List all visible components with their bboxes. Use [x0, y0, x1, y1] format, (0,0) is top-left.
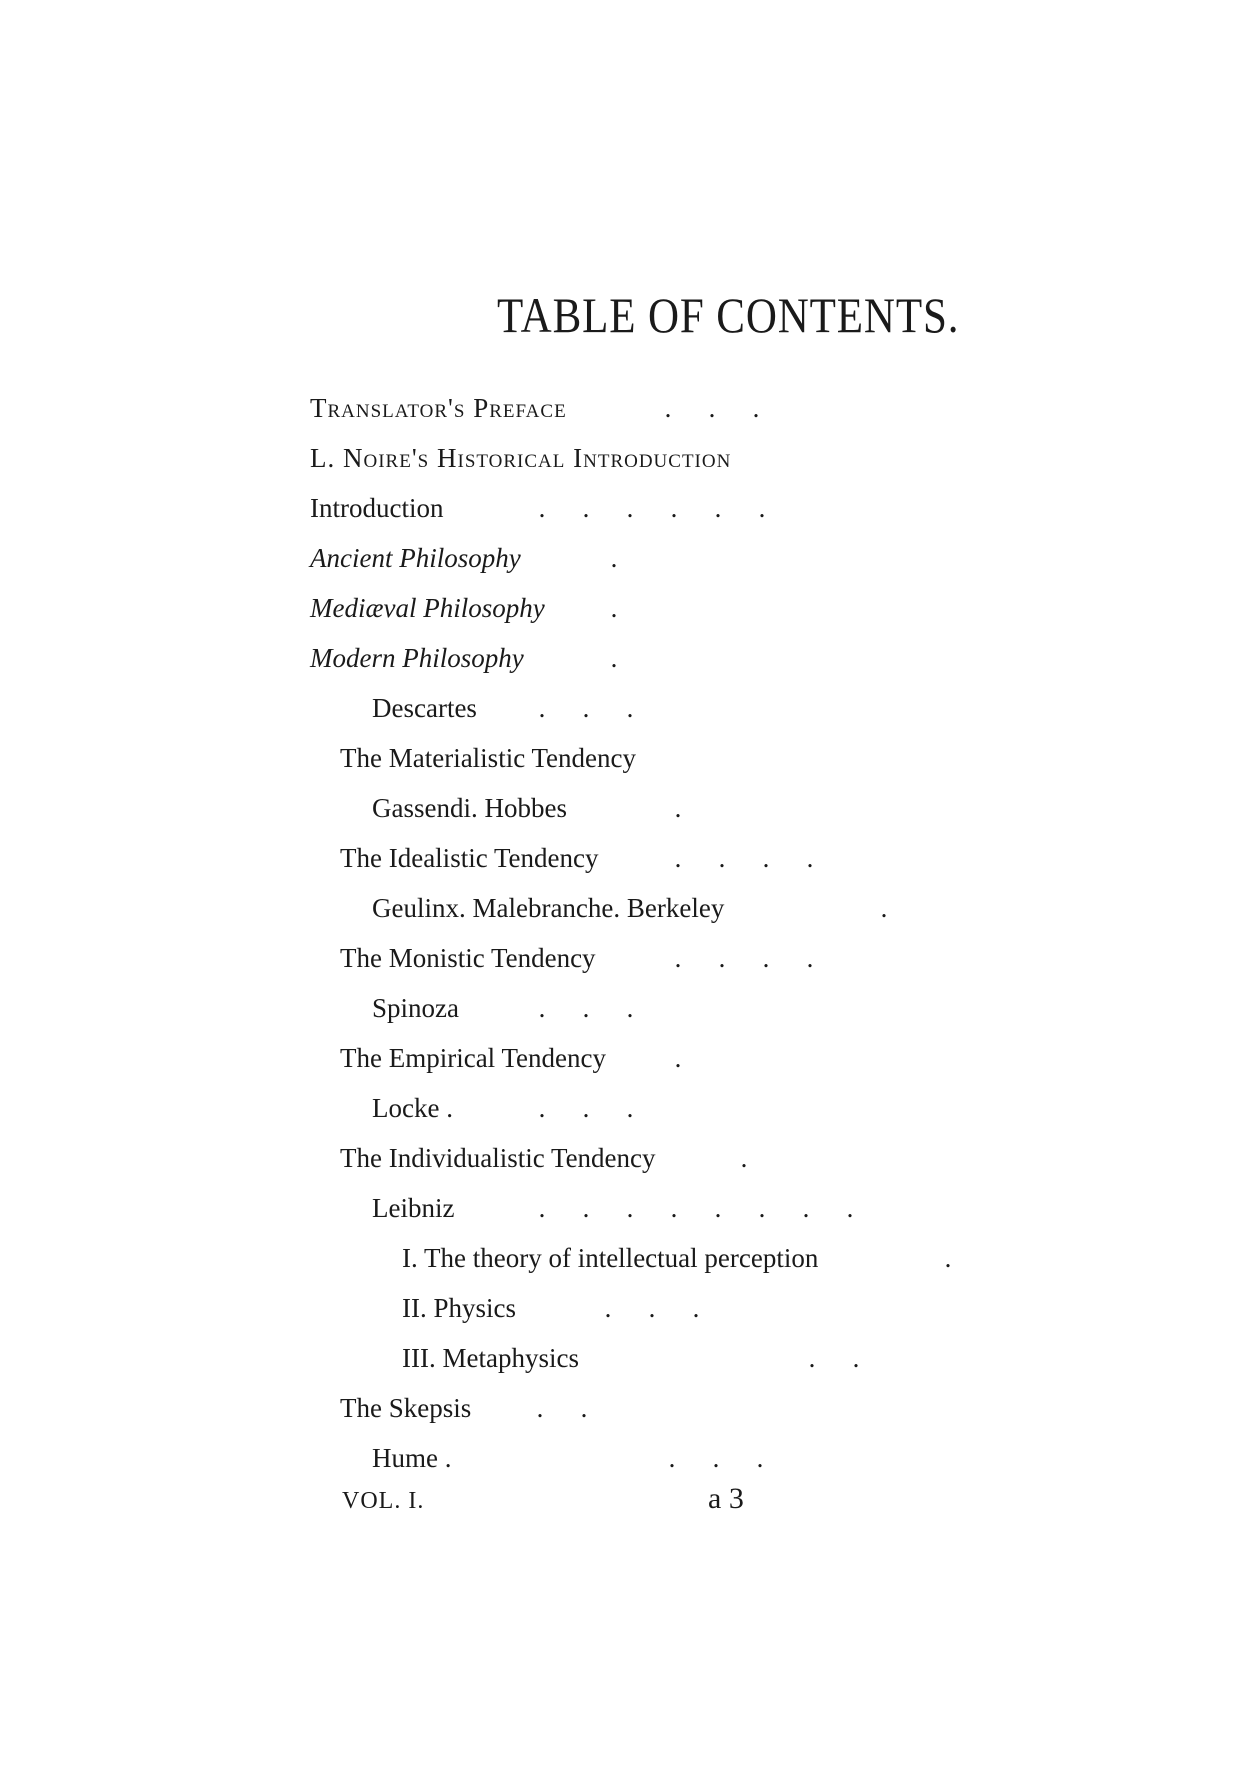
volume-label: VOL. I. [342, 1488, 425, 1514]
toc-entry: The Skepsis [340, 1393, 472, 1423]
toc-entry: The Individualistic Tendency [340, 1143, 656, 1173]
toc-entry: Gassendi. Hobbes [372, 793, 567, 823]
toc-entry: The Idealistic Tendency [340, 843, 599, 873]
page-title: TABLE OF CONTENTS. [497, 286, 960, 343]
toc-entry: Leibniz [372, 1193, 455, 1223]
toc-leader: . [880, 893, 888, 923]
toc-leader: . [674, 1043, 682, 1073]
toc-leader: . . . . [674, 843, 814, 873]
toc-entry: III. Metaphysics [402, 1343, 579, 1373]
toc-leader: . . . [538, 693, 634, 723]
toc-leader: . . . [664, 393, 760, 423]
toc-leader: . . . [604, 1293, 700, 1323]
toc-entry: Ancient Philosophy [310, 543, 521, 573]
toc-leader: . . . . . . [538, 493, 766, 523]
toc-entry: Hume . [372, 1443, 452, 1473]
toc-leader: . [944, 1243, 952, 1273]
toc-leader: . . [808, 1343, 860, 1373]
toc-leader: . . . [538, 993, 634, 1023]
toc-entry: I. The theory of intellectual perception [402, 1243, 819, 1273]
toc-leader: . [610, 593, 618, 623]
toc-entry: The Empirical Tendency [340, 1043, 607, 1073]
toc-entry: The Monistic Tendency [340, 943, 596, 973]
toc-leader: . . . [668, 1443, 764, 1473]
signature-mark: a 3 [708, 1482, 744, 1515]
toc-entry: Descartes [372, 693, 477, 723]
toc-entry: L. Noire's Historical Introduction [310, 443, 732, 473]
toc-leader: . [610, 543, 618, 573]
toc-entry: II. Physics [402, 1293, 516, 1323]
toc-entry: Introduction [310, 493, 444, 523]
toc-entry: The Materialistic Tendency [340, 743, 636, 773]
toc-entry: Spinoza [372, 993, 459, 1023]
toc-leader: . . [536, 1393, 588, 1423]
toc-leader: . [674, 793, 682, 823]
toc-leader: . . . . [674, 943, 814, 973]
toc-leader: . . . [538, 1093, 634, 1123]
toc-entry: Modern Philosophy [310, 643, 524, 673]
toc-entry: Translator's Preface [310, 393, 567, 423]
toc-leader: . [740, 1143, 748, 1173]
toc-entry: Locke . [372, 1093, 453, 1123]
toc-entry: Mediæval Philosophy [310, 593, 545, 623]
toc-leader: . [610, 643, 618, 673]
toc-entry: Geulinx. Malebranche. Berkeley [372, 893, 725, 923]
toc-leader: . . . . . . . . [538, 1193, 854, 1223]
